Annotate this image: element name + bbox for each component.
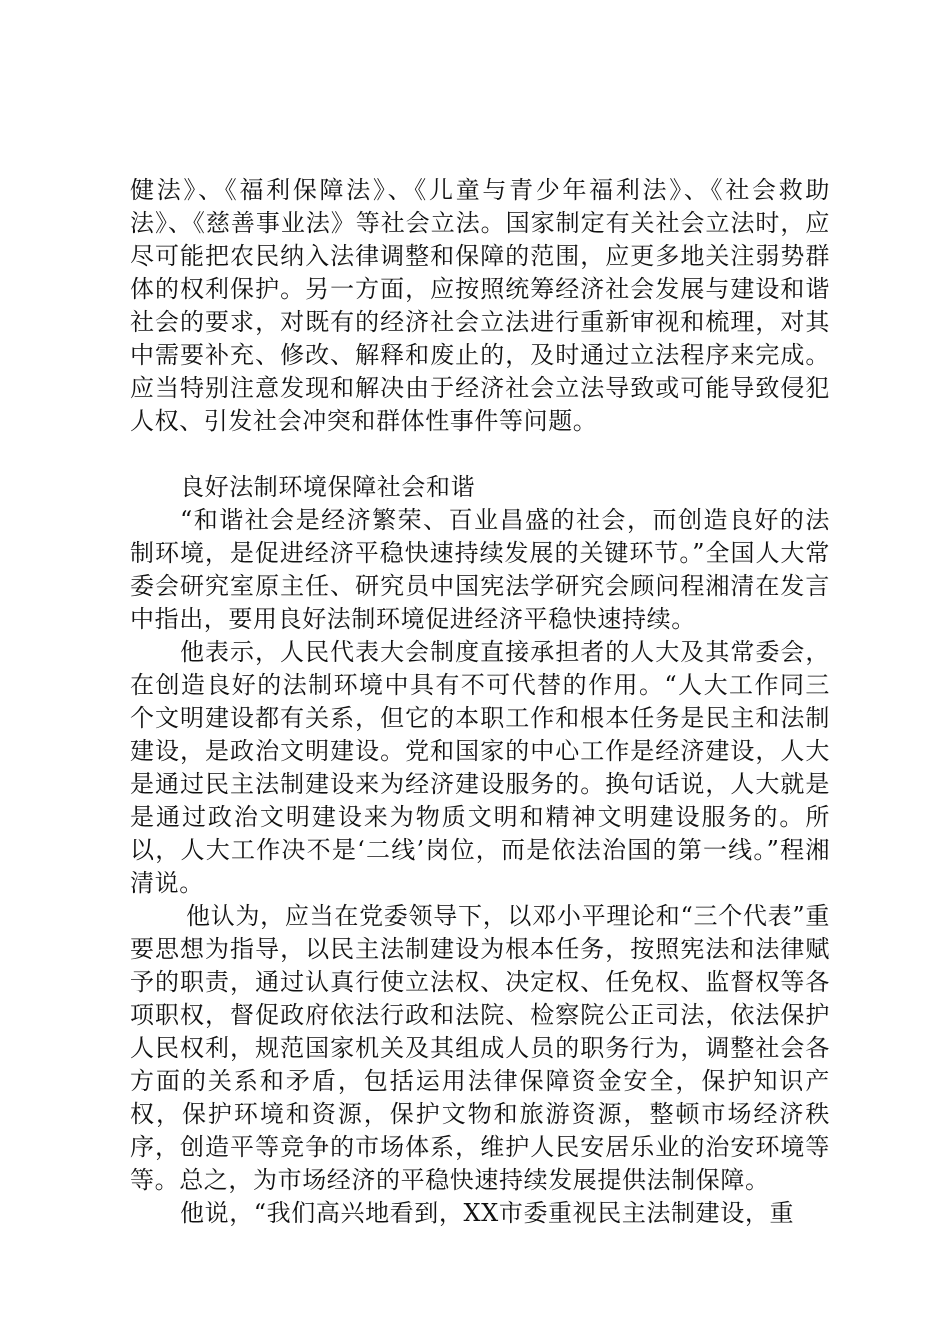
document-body bbox=[130, 174, 830, 1230]
paragraph-npc-role: 他表示，人民代表大会制度直接承担者的人大及其常委会，在创造良好的法制环境中具有不可代替的作用。“人大工作同三个文明建设都有关系，但它的本职工作和根本任务是民主和法制建设，是政治文明建设。党和国家的中心工作是经济建设，人大是通过民主法制建设来为经济建设服务的。换句话说，人大就是是通过政治文明建设来为物质文明和精神文明建设服务的。所以，人大工作决不是‘二线’岗位，而是依法治国的第一线。”程湘清说。 bbox=[130, 638, 830, 897]
section-heading: 良好法制环境保障社会和谐 bbox=[180, 473, 476, 501]
paragraph-gap bbox=[130, 438, 830, 471]
paragraph-municipal-committee: 他说，“我们高兴地看到，XX市委重视民主法制建设，重 bbox=[180, 1199, 795, 1227]
paragraph-legal-guarantee: 他认为，应当在党委领导下，以邓小平理论和“三个代表”重要思想为指导，以民主法制建设为根本任务，按照宪法和法律赋予的职责，通过认真行使立法权、决定权、任免权、监督权等各项职权，督促政府依法行政和法院、检察院公正司法，依法保护人民权利，规范国家机关及其组成人员的职务行为，调整社会各方面的关系和矛盾，包括运用法律保障资金安全，保护知识产权，保护环境和资源，保护文物和旅游资源，整顿市场经济秩序，创造平等竞争的市场体系，维护人民安居乐业的治安环境等等。总之，为市场经济的平稳快速持续发展提供法制保障。 bbox=[130, 902, 830, 1194]
paragraph-harmonious-society-quote: “和谐社会是经济繁荣、百业昌盛的社会，而创造良好的法制环境，是促进经济平稳快速持续发展的关键环节。”全国人大常委会研究室原主任、研究员中国宪法学研究会顾问程湘清在发言中指出，要用良好法制环境促进经济平稳快速持续。 bbox=[130, 506, 830, 633]
paragraph-social-legislation: 健法》、《福利保障法》、《儿童与青少年福利法》、《社会救助法》、《慈善事业法》等社会立法。国家制定有关社会立法时，应尽可能把农民纳入法律调整和保障的范围，应更多地关注弱势群体的权利保护。另一方面，应按照统筹经济社会发展与建设和谐社会的要求，对既有的经济社会立法进行重新审视和梳理，对其中需要补充、修改、解释和废止的，及时通过立法程序来完成。应当特别注意发现和解决由于经济社会立法导致或可能导致侵犯人权、引发社会冲突和群体性事件等问题。 bbox=[130, 176, 830, 435]
